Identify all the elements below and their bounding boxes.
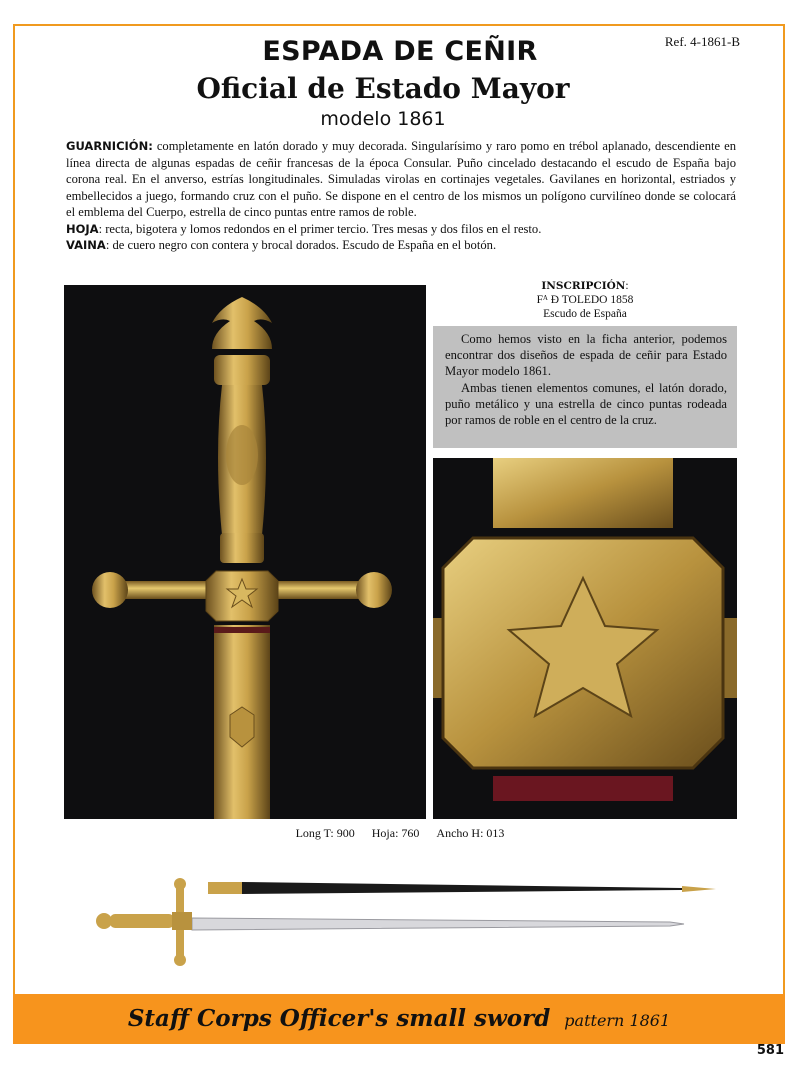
page-title: ESPADA DE CEÑIR xyxy=(262,36,538,67)
english-title-band xyxy=(13,994,785,1044)
hoja-paragraph xyxy=(66,221,736,238)
inscription-heading: INSCRIPCIÓN xyxy=(541,280,626,292)
english-title: Staff Corps Officer's small sword xyxy=(127,1005,551,1032)
hilt-illustration xyxy=(64,285,426,819)
guarnicion-text: completamente en latón dorado y muy decorada. Singularísimo y raro pomo en trébol aplanado, descendiente en línea directa de algunas espadas de ceñir francesas de la época Consular. Puño cincelado destacando el escudo de España bajo corona real. En el anverso, estrías longitudinales. Simuladas virolas en cortinajes vegetales. Gavilanes en horizontal, estriados y embellecidos a juego, formando cruz con el puño. Se dispone en el centro de los mismos un polígono curvilíneo donde se colocará el emblema del Cuerpo, estrella de cinco puntas entre ramos de roble. xyxy=(66,139,736,219)
full-sword-photo xyxy=(90,872,730,972)
note-paragraph-2: Ambas tienen elementos comunes, el latón dorado, puño metálico y una estrella de cinco puntas rodeada por ramos de roble en el centro de la cruz. xyxy=(445,380,727,428)
vaina-label: VAINA xyxy=(66,238,106,252)
hilt-photo xyxy=(64,285,426,819)
vaina-paragraph xyxy=(66,237,736,254)
hoja-label: HOJA xyxy=(66,221,99,236)
vaina-text: : de cuero negro con contera y brocal dorados. Escudo de España en el botón. xyxy=(105,238,497,252)
model-label: modelo 1861 xyxy=(320,108,446,130)
inscription-line-1: Fᴬ Ð TOLEDO 1858 xyxy=(536,294,634,306)
note-paragraph-1: Como hemos visto en la ficha anterior, podemos encontrar dos diseños de espada de ceñir para Estado Mayor modelo 1861. xyxy=(445,332,727,379)
inscription-line-2: Escudo de España xyxy=(543,308,627,320)
note-box xyxy=(433,326,737,448)
page-subtitle: Oficial de Estado Mayor xyxy=(196,72,570,105)
measure-width: Ancho H: 013 xyxy=(436,826,505,840)
inscription-colon: : xyxy=(625,280,629,292)
pattern-label: pattern 1861 xyxy=(564,1011,671,1030)
measurements xyxy=(0,826,800,841)
page-number: 581 xyxy=(756,1043,784,1058)
description-block xyxy=(66,138,736,254)
crossguard-detail-illustration xyxy=(433,458,737,819)
inscription-block xyxy=(433,279,737,321)
reference-code: Ref. 4-1861-B xyxy=(664,34,740,49)
measure-blade: Hoja: 760 xyxy=(371,826,420,840)
measure-length: Long T: 900 xyxy=(295,826,355,840)
crossguard-detail-photo xyxy=(433,458,737,819)
full-sword-illustration xyxy=(90,872,730,972)
guarnicion-label: GUARNICIÓN: xyxy=(66,139,153,153)
guarnicion-paragraph xyxy=(66,138,736,221)
hoja-text: : recta, bigotera y lomos redondos en el primer tercio. Tres mesas y dos filos en el resto. xyxy=(98,221,542,236)
